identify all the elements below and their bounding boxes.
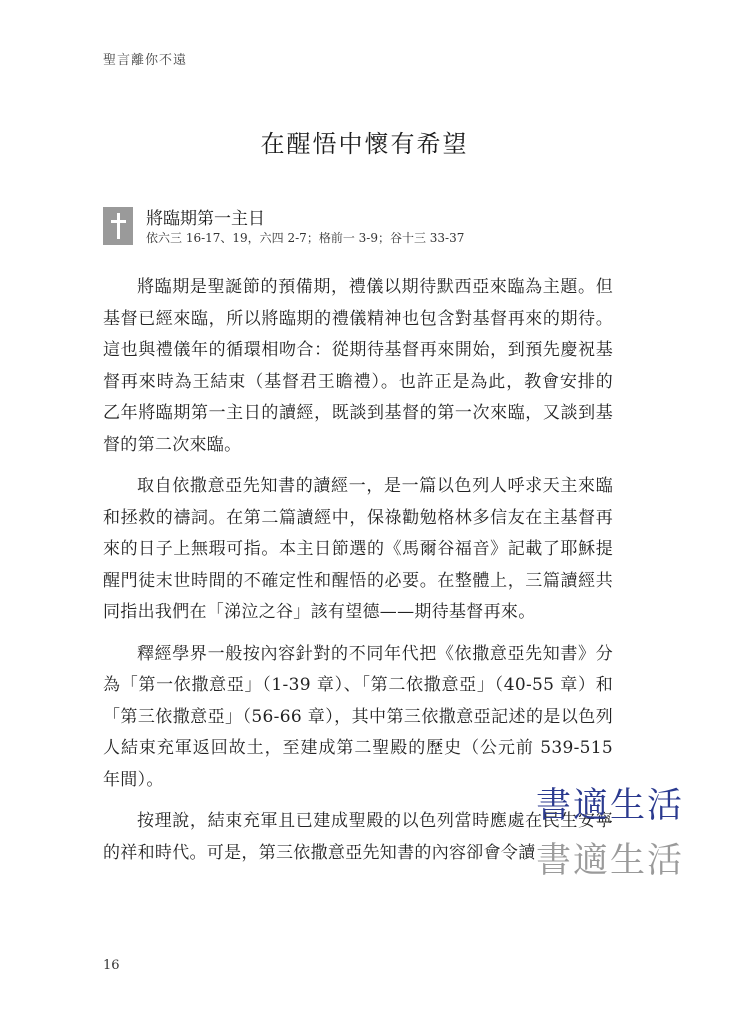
watermark-blue: 書適生活 [536,786,685,826]
watermark-gray: 書適生活 [536,841,685,881]
chapter-title: 在醒悟中懷有希望 [260,130,469,158]
page-number: 16 [103,958,120,973]
paragraph: 按理說，結束充軍且已建成聖殿的以色列當時應處在民生安寧的祥和時代。可是，第三依撒意亞先知書的內容卻會令讀 [103,811,613,863]
readings-reference: 依六三 16-17、19，六四 2-7；格前一 3-9；谷十三 33-37 [146,231,465,245]
sunday-name: 將臨期第一主日 [146,209,265,229]
cross-icon [103,207,133,245]
paragraph: 釋經學界一般按內容針對的不同年代把《依撒意亞先知書》分為「第一依撒意亞」（1-39 章）、「第二依撒意亞」（40-55 章）和「第三依撒意亞」（56-66 章），其中第三依撒意亞記述的是以色列人結束充軍返回故土，至建成第二聖殿的歷史（公元前 539-515 年間）。 [103,643,613,790]
paragraph: 取自依撒意亞先知書的讀經一，是一篇以色列人呼求天主來臨和拯救的禱詞。在第二篇讀經中，保祿勸勉格林多信友在主基督再來的日子上無瑕可指。本主日節選的《馬爾谷福音》記載了耶穌提醒門徒末世時間的不確定性和醒悟的必要。在整體上，三篇讀經共同指出我們在「涕泣之谷」該有望德——期待基督再來。 [103,476,613,622]
paragraph: 將臨期是聖誕節的預備期，禮儀以期待默西亞來臨為主題。但基督已經來臨，所以將臨期的禮儀精神也包含對基督再來的期待。這也與禮儀年的循環相吻合：從期待基督再來開始，到預先慶祝基督再來時為王結束（基督君王瞻禮）。也許正是為此，教會安排的乙年將臨期第一主日的讀經，既談到基督的第一次來臨，又談到基督的第二次來臨。 [103,277,613,455]
running-head: 聖言離你不遠 [103,53,188,68]
